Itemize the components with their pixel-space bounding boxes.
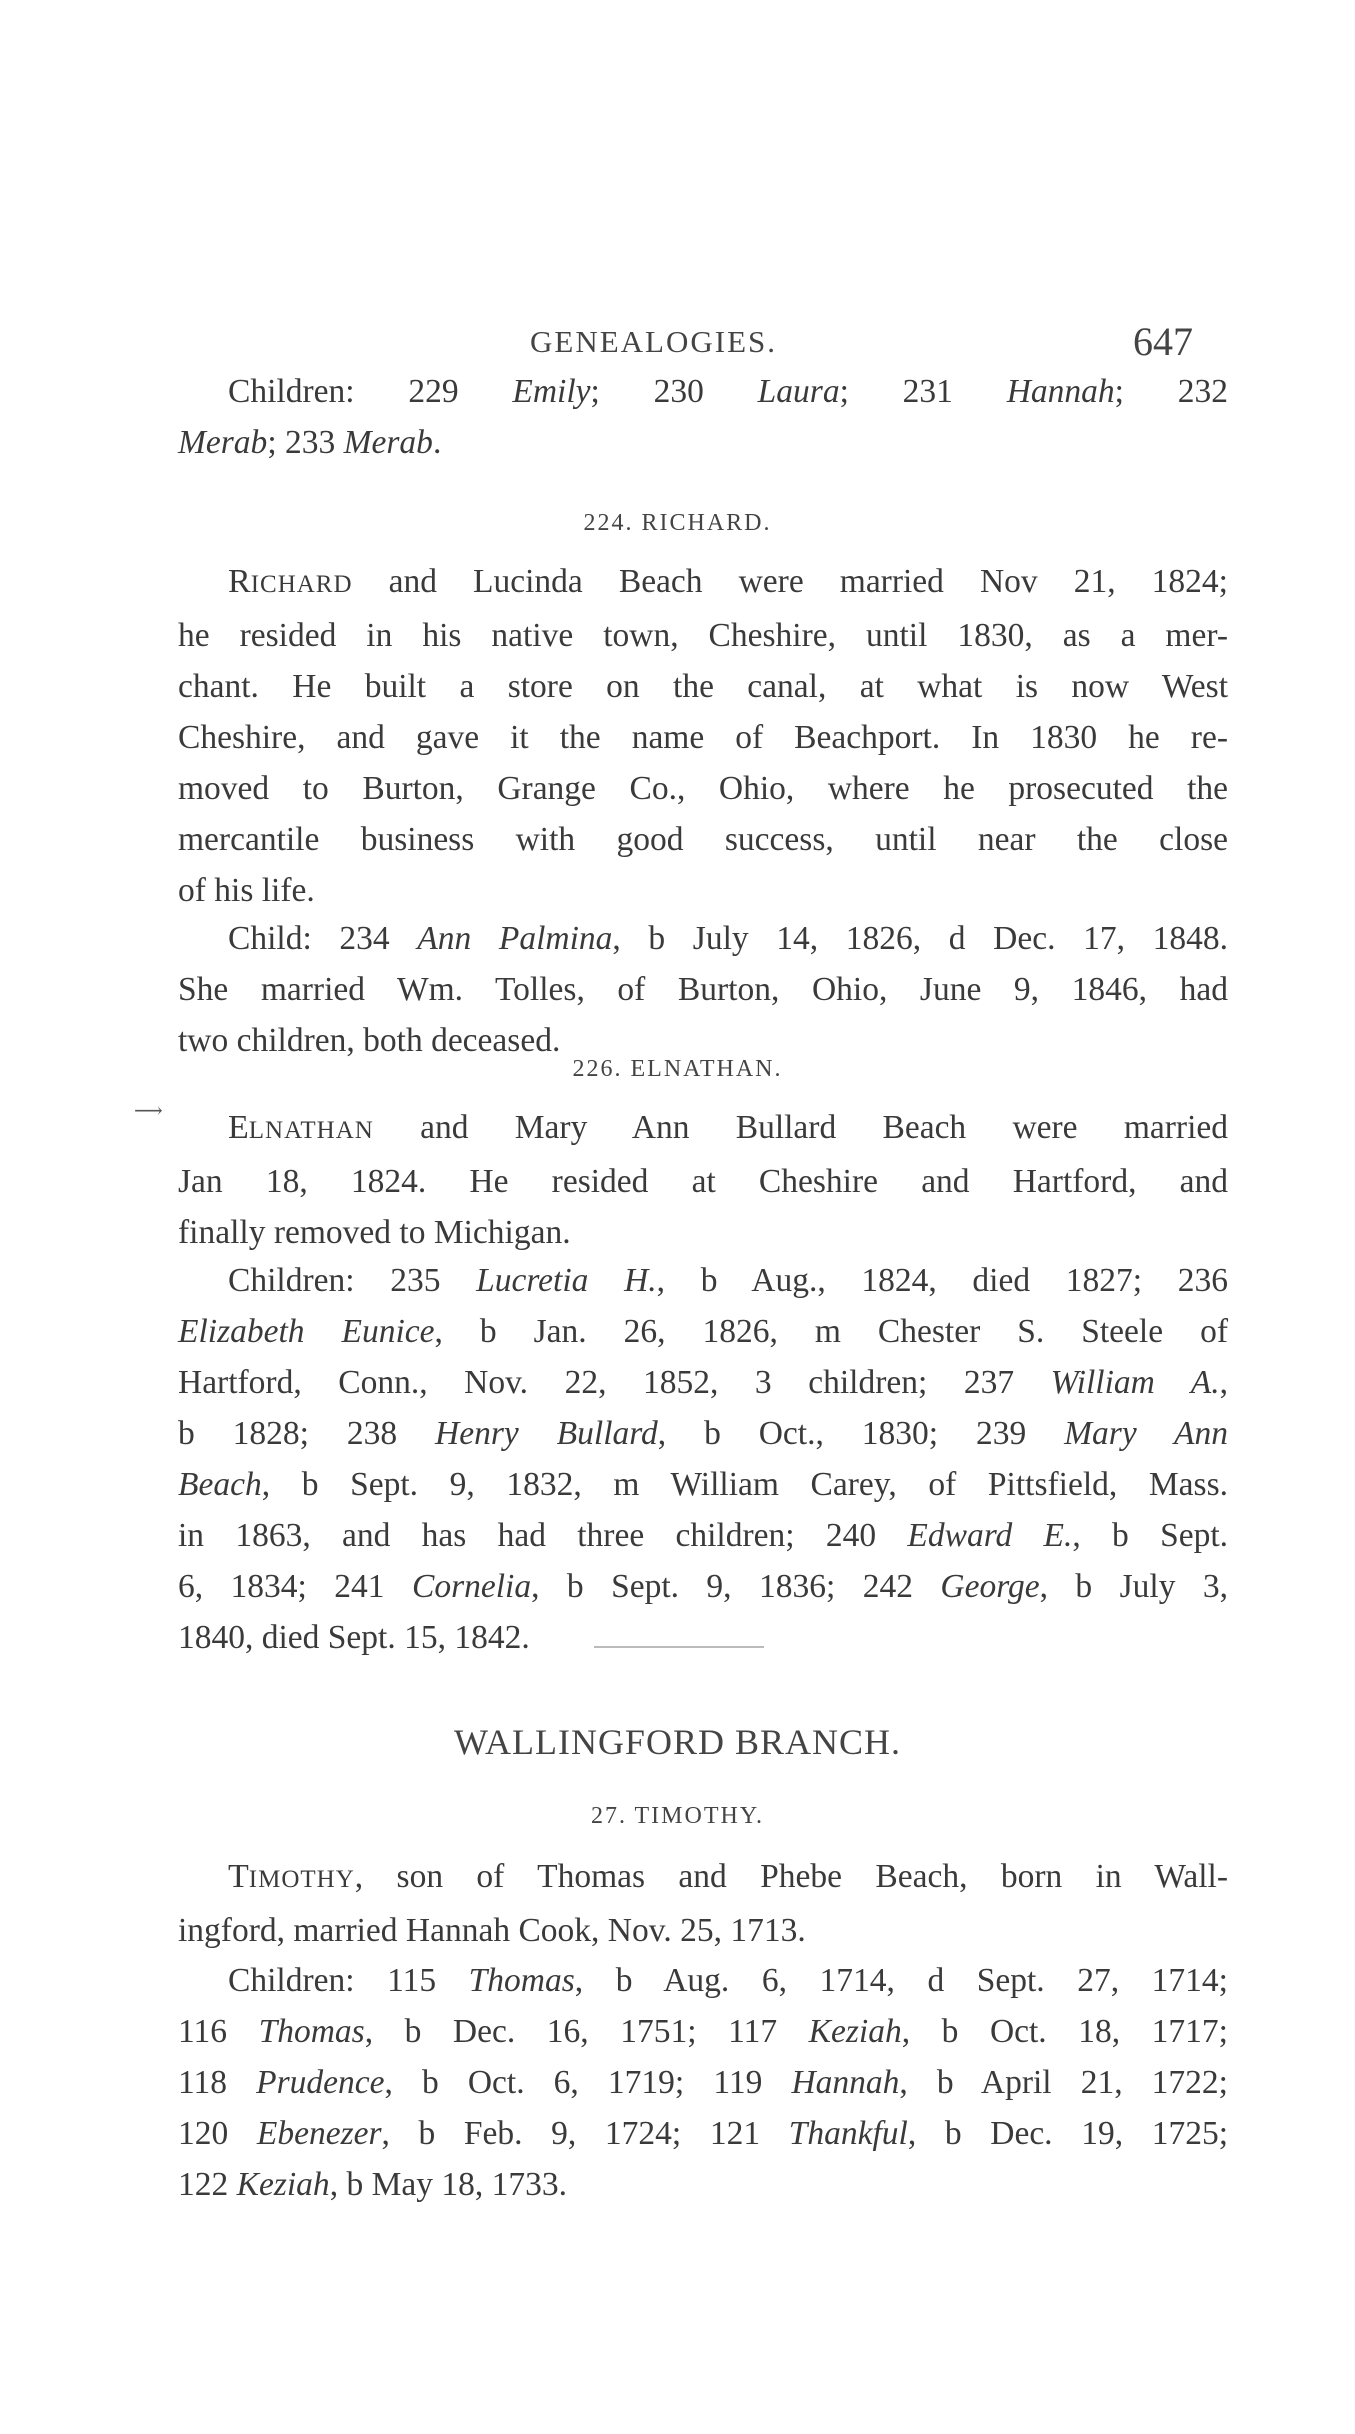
elnathan-children-paragraph	[178, 1255, 1228, 1663]
text-line: 122 Keziah, b May 18, 1733.	[178, 2166, 567, 2203]
text-line: 118 Prudence, b Oct. 6, 1719; 119 Hannah, b April 21, 1722;	[178, 2064, 1228, 2101]
text-line: Jan 18, 1824. He resided at Cheshire and Hartford, and	[178, 1163, 1228, 1200]
text-line: Children: 115 Thomas, b Aug. 6, 1714, d Sept. 27, 1714;	[228, 1962, 1228, 1999]
margin-mark-icon: ⟶	[134, 1100, 163, 1122]
text-line: 116 Thomas, b Dec. 16, 1751; 117 Keziah, b Oct. 18, 1717;	[178, 2013, 1228, 2050]
text-line: Hartford, Conn., Nov. 22, 1852, 3 children; 237 William A.,	[178, 1364, 1229, 1401]
text-line: chant. He built a store on the canal, at what is now West	[178, 668, 1228, 705]
text-line: he resided in his native town, Cheshire, until 1830, as a mer-	[178, 617, 1228, 654]
elnathan-paragraph	[178, 1102, 1228, 1258]
richard-child-paragraph	[178, 913, 1228, 1066]
richard-paragraph	[178, 556, 1228, 916]
text-line: 6, 1834; 241 Cornelia, b Sept. 9, 1836; 242 George, b July 3,	[178, 1568, 1228, 1605]
text-line: of his life.	[178, 872, 315, 909]
running-title: GENEALOGIES.	[530, 324, 777, 359]
text-line: ELNATHAN and Mary Ann Bullard Beach were married	[228, 1109, 1228, 1146]
text-line: She married Wm. Tolles, of Burton, Ohio, June 9, 1846, had	[178, 971, 1228, 1008]
text-line: Elizabeth Eunice, b Jan. 26, 1826, m Chester S. Steele of	[178, 1313, 1228, 1350]
text-line: Children: 229 Emily; 230 Laura; 231 Hannah; 232	[228, 373, 1229, 410]
text-line: finally removed to Michigan.	[178, 1214, 571, 1251]
text-line: in 1863, and has had three children; 240 Edward E., b Sept.	[178, 1517, 1229, 1554]
text-line: two children, both deceased.	[178, 1022, 561, 1059]
text-line: Cheshire, and gave it the name of Beachport. In 1830 he re-	[178, 719, 1228, 756]
text-line: ingford, married Hannah Cook, Nov. 25, 1713.	[178, 1912, 806, 1949]
text-line: 120 Ebenezer, b Feb. 9, 1724; 121 Thankful, b Dec. 19, 1725;	[178, 2115, 1228, 2152]
branch-heading: WALLINGFORD BRANCH.	[453, 1722, 901, 1762]
text-line: Beach, b Sept. 9, 1832, m William Carey, of Pittsfield, Mass.	[178, 1466, 1228, 1503]
text-line: TIMOTHY, son of Thomas and Phebe Beach, born in Wall-	[228, 1858, 1228, 1895]
text-line: 1840, died Sept. 15, 1842.	[178, 1619, 530, 1656]
section-divider	[594, 1646, 764, 1648]
text-line: moved to Burton, Grange Co., Ohio, where he prosecuted the	[178, 770, 1228, 807]
page-number: 647	[1133, 319, 1193, 364]
section-heading-elnathan: 226. ELNATHAN.	[572, 1056, 783, 1082]
text-line: Children: 235 Lucretia H., b Aug., 1824, died 1827; 236	[228, 1262, 1228, 1299]
timothy-paragraph	[178, 1851, 1228, 1956]
text-line: mercantile business with good success, until near the close	[178, 821, 1228, 858]
text-line: Child: 234 Ann Palmina, b July 14, 1826, d Dec. 17, 1848.	[228, 920, 1228, 957]
section-heading-timothy: 27. TIMOTHY.	[590, 1803, 765, 1829]
text-line: Merab; 233 Merab.	[178, 424, 442, 461]
text-line: RICHARD and Lucinda Beach were married Nov 21, 1824;	[228, 563, 1228, 600]
timothy-children-paragraph	[178, 1955, 1228, 2210]
section-heading-richard: 224. RICHARD.	[583, 510, 772, 536]
intro-children-paragraph	[178, 366, 1228, 468]
text-line: b 1828; 238 Henry Bullard, b Oct., 1830; 239 Mary Ann	[178, 1415, 1228, 1452]
